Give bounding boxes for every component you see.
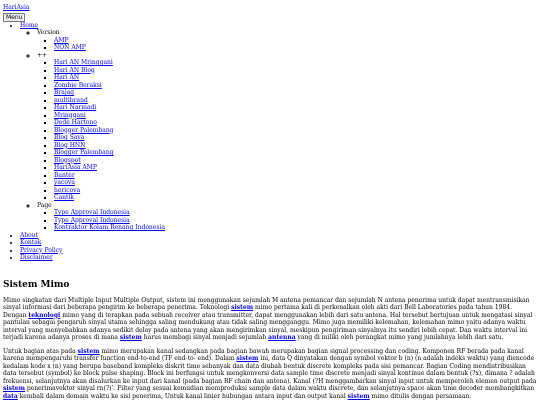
- paragraph-text: harus membagi sinyal menjadi sejumlah: [141, 334, 269, 341]
- nav-home-link[interactable]: Home: [20, 21, 39, 29]
- more-item: [54, 149, 537, 157]
- page-item: [54, 209, 537, 217]
- more-item: [54, 179, 537, 187]
- paragraph-text: Untuk bagian atas pada: [3, 347, 78, 355]
- keyword-link[interactable]: sistem: [119, 334, 142, 341]
- paragraph-text: penerimavektor sinyal rn(?)’. Filter yang sesuai kemudian memproduksi sample data dalam waktu discrete, dan selanjutnya space akan time decoder membangkitkan: [24, 385, 535, 392]
- bottom-nav-item: [20, 239, 537, 247]
- more-item: [54, 157, 537, 165]
- more-link[interactable]: hericova: [54, 186, 81, 194]
- more-item: [54, 112, 537, 120]
- paragraph-text: Mimo singkatan dari Multiple Input Multiple Output, sistem ini menggunakan sejumlah M antena pemancar dan sejumlah N antena penerima untuk dapat mentransmisikan sinyal informasi dari beberapa pengirim ke beberapa penerima. Teknologi: [3, 296, 530, 311]
- nav-more-label: ++: [37, 51, 48, 59]
- more-link[interactable]: yacova: [54, 179, 75, 186]
- bottom-nav-link[interactable]: Kontak: [20, 239, 42, 246]
- version-link[interactable]: AMP: [54, 36, 69, 44]
- more-link[interactable]: Hari AN: [54, 74, 80, 81]
- more-link[interactable]: Blogger Palembang: [54, 126, 114, 134]
- more-item: [54, 119, 537, 127]
- bottom-nav-item: [20, 232, 537, 240]
- more-item: [54, 74, 537, 82]
- bottom-nav-link[interactable]: About: [20, 231, 39, 239]
- more-list: [37, 59, 537, 202]
- paragraph-text: kembali dalam domain waktu ke sisi penerima, Untuk kanal linier hubungan antara input dan output kanal: [17, 392, 348, 400]
- keyword-link[interactable]: sistem: [236, 355, 259, 362]
- page-link[interactable]: Type Approval Indonesia: [54, 216, 130, 224]
- more-link[interactable]: Cantik: [54, 194, 74, 201]
- bottom-nav-link[interactable]: Disclaimer: [20, 254, 53, 261]
- more-link[interactable]: Zombie Beraksi: [54, 81, 102, 89]
- paragraph-text: mimo yang di terapkan pada sebuah receiver atau transmitter, dapat menggunakan lebih dari satu antena. Hal tersebut bertujuan untuk mengatasi sinyal pantulan sebagai pengaruh sinyal utama sehingga saling mendukung atau tidak saling mengganggu. Mimo juga memiliki kelemahan, kelemahan mimo yaitu adanya waktu interval yang menyebabkan adanya sedikit delay pada antena yang akan mengirimkan sinyal, meskipun pengiriman sinyalnya itu sendiri lebih cepat. Dan waktu interval ini terjadi karena adanya proses di mana: [3, 311, 533, 341]
- version-link[interactable]: NON AMP: [54, 44, 86, 51]
- home-submenu: [20, 29, 537, 232]
- logo-link[interactable]: [3, 4, 30, 12]
- nav-version: [37, 29, 537, 52]
- paragraph-text: mimo ditulis dengan persamaan.: [369, 392, 472, 400]
- more-link[interactable]: Blogger Palembang: [54, 149, 114, 156]
- article-title: Sistem Mimo: [3, 279, 70, 290]
- version-item: [54, 44, 537, 52]
- page-item: [54, 217, 537, 225]
- version-list: [37, 37, 537, 52]
- logo-image-alt: HariAsia: [3, 4, 30, 11]
- nav-page: [37, 202, 537, 232]
- more-item: [54, 104, 537, 112]
- nav-page-label: Page: [37, 201, 52, 209]
- more-item: [54, 172, 537, 180]
- more-item: [54, 82, 537, 90]
- bottom-nav-item: [20, 247, 537, 255]
- bottom-nav: [3, 232, 537, 262]
- more-link[interactable]: Hari AN Mringgani: [54, 59, 113, 66]
- keyword-link[interactable]: sistem: [3, 385, 25, 392]
- more-link[interactable]: Mringgani: [54, 111, 86, 119]
- more-item: [54, 97, 537, 105]
- more-item: [54, 164, 537, 172]
- more-link[interactable]: Blog Saya: [54, 134, 85, 141]
- more-link[interactable]: Brajag: [54, 89, 75, 96]
- bottom-nav-item: [20, 254, 537, 262]
- page-link[interactable]: Kontraktor Kolam Renang Indonesia: [54, 224, 165, 231]
- page-list: [37, 209, 537, 232]
- keyword-link[interactable]: sistem: [231, 304, 254, 311]
- more-link[interactable]: multibrand: [54, 96, 88, 104]
- version-item: [54, 37, 537, 45]
- more-item: [54, 142, 537, 150]
- keyword-link[interactable]: sistem: [77, 347, 100, 355]
- main-nav: [3, 22, 537, 232]
- more-link[interactable]: Hari AN Blog: [54, 66, 95, 74]
- paragraph-text: ini, data Q dinyatakan dengan symbol vektor b (n) (n adalah indeks waktu) yang diencode kedalam kode x (n) yang berupa baseband kompleks diskrit time sebanyak dan data diubah bentuk discrete kompleks pada sisi pemancar. Bagian Coding mendistribusikan data tersebut (symbol) ke block pulse shaping. Block ini berfungsi untuk mengkonversi data sample time discrete menjadi sinyal kontinue dalam bentuk (?x), dimana ? adalah frekuensi, selanjutnya akan disalurkan ke input dari kanal (pada bagian RF chain dan antena). Kanal (?H menggambarkan sinyal input untuk memperoleh elemen output pada: [3, 355, 537, 385]
- paragraph-text: yang di miliki oleh perangkat mimo yang jumlahnya lebih dari satu.: [295, 334, 504, 341]
- keyword-link[interactable]: antenna: [268, 334, 296, 341]
- article-paragraph-1: [3, 297, 537, 342]
- more-item: [54, 127, 537, 135]
- more-item: [54, 59, 537, 67]
- paragraph-text: mimo merupakan kanal sedangkan pada bagian bawah merupakan bagian signal processing dan coding. Komponen RF berada pada kanal karena mempengaruhi transfer function end-to-end (TF end-to- end). Dalam: [3, 347, 524, 362]
- keyword-link[interactable]: sistem: [347, 392, 370, 400]
- nav-home: [20, 22, 537, 232]
- keyword-link[interactable]: data: [3, 392, 18, 400]
- page-item: [54, 224, 537, 232]
- more-item: [54, 187, 537, 195]
- more-link[interactable]: Blog HNN: [54, 141, 86, 149]
- more-link[interactable]: Dede Hartono: [54, 119, 97, 126]
- nav-version-label: Version: [37, 29, 60, 36]
- page-link[interactable]: Type Approval Indonesia: [54, 209, 130, 216]
- more-item: [54, 67, 537, 75]
- nav-more: [37, 52, 537, 202]
- menu-button[interactable]: Menu: [3, 13, 25, 22]
- keyword-link[interactable]: teknologi: [28, 311, 61, 319]
- bottom-nav-link[interactable]: Privacy Policy: [20, 246, 63, 254]
- more-link[interactable]: HariAsia AMP: [54, 164, 97, 171]
- more-link[interactable]: Blogspot: [54, 156, 81, 164]
- more-link[interactable]: Banter: [54, 171, 75, 179]
- article-paragraph-2: [3, 348, 537, 401]
- more-link[interactable]: Hari Narmadi: [54, 104, 97, 111]
- more-item: [54, 134, 537, 142]
- more-item: [54, 194, 537, 202]
- paragraph-text: mimo pertama kali di perkenalkan oleh akti dari Bell Laboratories pada tahun 1984. Dengan: [3, 304, 512, 319]
- more-item: [54, 89, 537, 97]
